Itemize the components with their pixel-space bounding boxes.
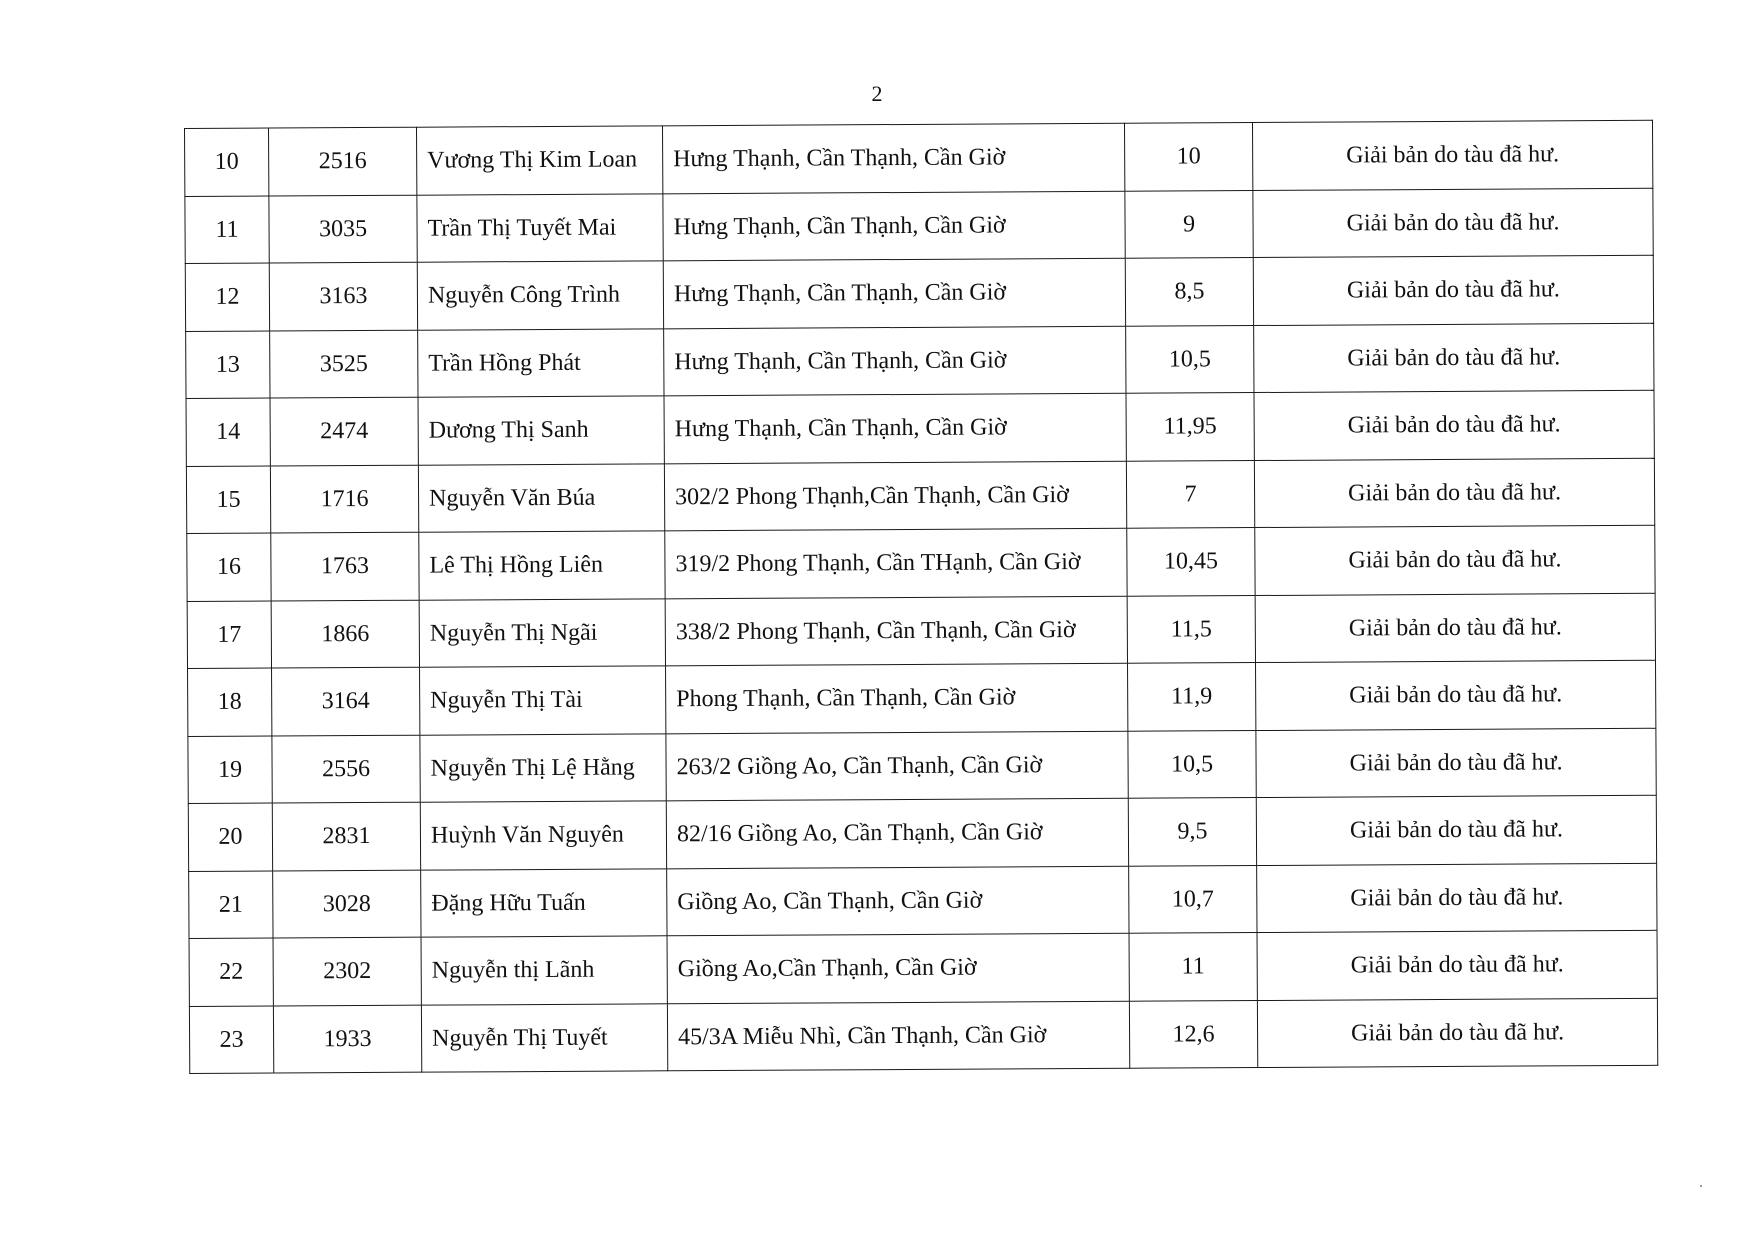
note-cell: Giải bản do tàu đã hư. [1257,863,1657,933]
note-cell: Giải bản do tàu đã hư. [1254,458,1654,528]
table-row [189,998,1657,1074]
row-number-cell: 20 [188,803,272,871]
row-number-cell: 14 [186,398,270,466]
page-number: 2 [871,81,883,106]
scan-speck [1700,1185,1702,1187]
table-row [188,660,1656,736]
name-cell: Lê Thị Hồng Liên [419,531,665,600]
address-cell: 302/2 Phong Thạnh,Cần Thạnh, Cần Giờ [664,461,1126,531]
note-cell: Giải bản do tàu đã hư. [1253,188,1653,258]
address-cell: Hưng Thạnh, Cần Thạnh, Cần Giờ [664,326,1126,396]
name-cell: Trần Thị Tuyết Mai [417,193,663,262]
quantity-cell: 10,5 [1126,325,1254,393]
address-cell: 338/2 Phong Thạnh, Cần Thạnh, Cần Giờ [665,596,1127,666]
address-cell: Hưng Thạnh, Cần Thạnh, Cần Giờ [663,258,1125,328]
code-cell: 3525 [270,330,418,398]
row-number-cell: 22 [189,938,273,1006]
quantity-cell: 11,95 [1126,393,1254,461]
address-cell: Hưng Thạnh, Cần Thạnh, Cần Giờ [664,393,1126,463]
row-number-cell: 12 [185,263,269,331]
table-row [189,930,1657,1006]
note-cell: Giải bản do tàu đã hư. [1257,930,1657,1000]
code-cell: 1716 [270,465,418,533]
row-number-cell: 16 [187,533,271,601]
address-cell: 45/3A Miễu Nhì, Cần Thạnh, Cần Giờ [667,1001,1129,1071]
quantity-cell: 11 [1129,933,1257,1001]
name-cell: Huỳnh Văn Nguyên [420,801,666,870]
quantity-cell: 9 [1125,190,1253,258]
note-cell: Giải bản do tàu đã hư. [1256,660,1656,730]
row-number-cell: 19 [188,736,272,804]
name-cell: Nguyễn Văn Búa [418,463,664,532]
table-row [185,120,1653,196]
note-cell: Giải bản do tàu đã hư. [1256,728,1656,798]
quantity-cell: 10 [1124,123,1252,191]
quantity-cell: 11,9 [1128,663,1256,731]
name-cell: Nguyễn Thị Ngãi [419,598,665,667]
name-cell: Trần Hồng Phát [418,328,664,397]
address-cell: Phong Thạnh, Cần Thạnh, Cần Giờ [666,663,1128,733]
quantity-cell: 10,5 [1128,730,1256,798]
code-cell: 1763 [271,532,419,600]
quantity-cell: 9,5 [1128,798,1256,866]
table-row [187,525,1655,601]
address-cell: 319/2 Phong Thạnh, Cần THạnh, Cần Giờ [665,528,1127,598]
note-cell: Giải bản do tàu đã hư. [1253,255,1653,325]
note-cell: Giải bản do tàu đã hư. [1255,593,1655,663]
registry-table [184,120,1658,1074]
name-cell: Nguyễn Thị Tuyết [421,1003,667,1072]
note-cell: Giải bản do tàu đã hư. [1256,795,1656,865]
row-number-cell: 13 [186,331,270,399]
address-cell: 263/2 Giồng Ao, Cần Thạnh, Cần Giờ [666,731,1128,801]
quantity-cell: 7 [1126,460,1254,528]
code-cell: 2302 [273,937,421,1005]
name-cell: Vương Thị Kim Loan [416,126,662,195]
code-cell: 3028 [273,870,421,938]
note-cell: Giải bản do tàu đã hư. [1252,120,1652,190]
table-body [185,120,1658,1073]
quantity-cell: 10,45 [1127,528,1255,596]
table-container [184,120,1657,1074]
address-cell: Giồng Ao, Cần Thạnh, Cần Giờ [667,866,1129,936]
quantity-cell: 11,5 [1127,595,1255,663]
name-cell: Dương Thị Sanh [418,396,664,465]
address-cell: Hưng Thạnh, Cần Thạnh, Cần Giờ [663,191,1125,261]
quantity-cell: 12,6 [1129,1000,1257,1068]
table-row [185,255,1653,331]
row-number-cell: 11 [185,196,269,264]
code-cell: 1866 [271,600,419,668]
name-cell: Nguyễn Thị Lệ Hằng [420,733,666,802]
table-row [188,795,1656,871]
table-row [188,728,1656,804]
table-row [185,188,1653,264]
address-cell: Hưng Thạnh, Cần Thạnh, Cần Giờ [662,123,1124,193]
code-cell: 2474 [270,397,418,465]
note-cell: Giải bản do tàu đã hư. [1254,390,1654,460]
name-cell: Nguyễn Công Trình [417,261,663,330]
code-cell: 3164 [272,667,420,735]
row-number-cell: 18 [188,668,272,736]
code-cell: 3035 [269,195,417,263]
code-cell: 2831 [272,802,420,870]
code-cell: 3163 [269,262,417,330]
code-cell: 1933 [273,1005,421,1073]
row-number-cell: 10 [185,128,269,196]
row-number-cell: 17 [187,601,271,669]
code-cell: 2516 [269,127,417,195]
quantity-cell: 10,7 [1129,865,1257,933]
row-number-cell: 23 [189,1006,273,1074]
note-cell: Giải bản do tàu đã hư. [1255,525,1655,595]
address-cell: Giồng Ao,Cần Thạnh, Cần Giờ [667,933,1129,1003]
name-cell: Nguyễn Thị Tài [420,666,666,735]
row-number-cell: 15 [186,466,270,534]
table-row [186,323,1654,399]
table-row [187,593,1655,669]
code-cell: 2556 [272,735,420,803]
note-cell: Giải bản do tàu đã hư. [1254,323,1654,393]
table-row [186,390,1654,466]
name-cell: Đặng Hữu Tuấn [421,868,667,937]
row-number-cell: 21 [189,871,273,939]
quantity-cell: 8,5 [1125,258,1253,326]
address-cell: 82/16 Giồng Ao, Cần Thạnh, Cần Giờ [666,798,1128,868]
note-cell: Giải bản do tàu đã hư. [1257,998,1657,1068]
name-cell: Nguyễn thị Lãnh [421,936,667,1005]
table-row [186,458,1654,534]
table-row [189,863,1657,939]
